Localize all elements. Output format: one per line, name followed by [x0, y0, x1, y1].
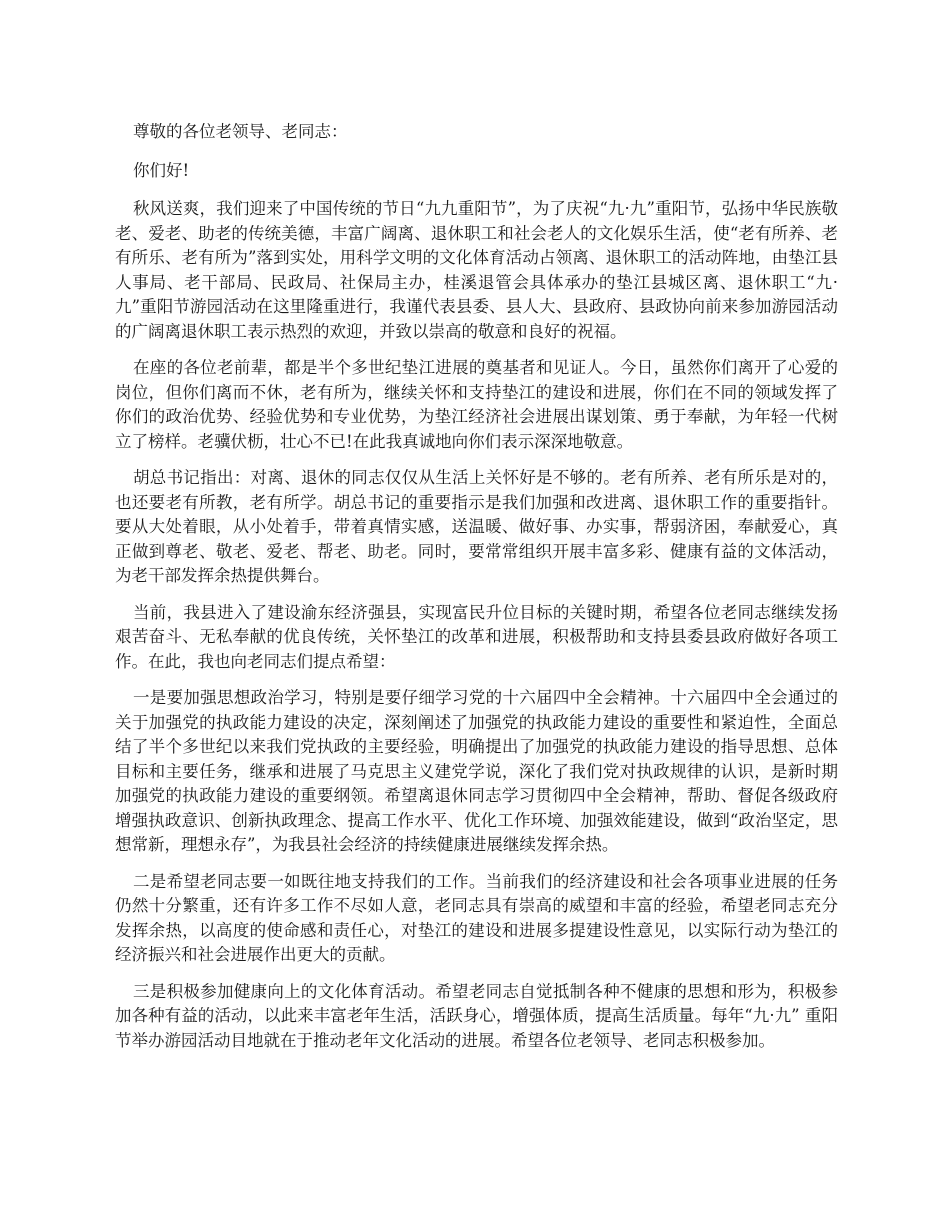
- greeting: 你们好!: [133, 160, 190, 180]
- paragraph-current-situation: 当前，我县进入了建设渝东经济强县，实现富民升位目标的关键时期，希望各位老同志继续发扬艰苦奋斗、无私奉献的优良传统，关怀垫江的改革和进展，积极帮助和支持县委县政府做好各项工作。在此，我也向老同志们提点希望：: [115, 602, 838, 671]
- paragraph-instruction: 胡总书记指出：对离、退休的同志仅仅从生活上关怀好是不够的。老有所养、老有所乐是对的，也还要老有所教，老有所学。胡总书记的重要指示是我们加强和改进离、退休职工作的重要指针。要从大处着眼，从小处着手，带着真情实感，送温暖、做好事、办实事，帮弱济困，奉献爱心，真正做到尊老、敬老、爱老、帮老、助老。同时，要常常组织开展丰富多彩、健康有益的文体活动，为老干部发挥余热提供舞台。: [115, 468, 838, 585]
- document-body: [115, 120, 838, 1065]
- paragraph-opening: 秋风送爽，我们迎来了中国传统的节日“九九重阳节”，为了庆祝“九·九”重阳节，弘扬中华民族敬老、爱老、助老的传统美德，丰富广阔离、退休职工和社会老人的文化娱乐生活，使“老有所养、老有所乐、老有所为”落到实处，用科学文明的文化体育活动占领离、退休职工的活动阵地，由垫江县人事局、老干部局、民政局、社保局主办，桂溪退管会具体承办的垫江县城区离、退休职工“九·九”重阳节游园活动在这里隆重进行，我谨代表县委、县人大、县政府、县政协向前来参加游园活动的广阔离退休职工表示热烈的欢迎，并致以崇高的敬意和良好的祝福。: [115, 199, 838, 341]
- paragraph-tribute: 在座的各位老前辈，都是半个多世纪垫江进展的奠基者和见证人。今日，虽然你们离开了心爱的岗位，但你们离而不休，老有所为，继续关怀和支持垫江的建设和进展，你们在不同的领域发挥了你们的政治优势、经验优势和专业优势，为垫江经济社会进展出谋划策、勇于奉献，为年轻一代树立了榜样。老骥伏枥，壮心不已!在此我真诚地向你们表示深深地敬意。: [115, 358, 838, 451]
- paragraph-hope-one: 一是要加强思想政治学习，特别是要仔细学习党的十六届四中全会精神。十六届四中全会通过的关于加强党的执政能力建设的决定，深刻阐述了加强党的执政能力建设的重要性和紧迫性，全面总结了半个多世纪以来我们党执政的主要经验，明确提出了加强党的执政能力建设的指导思想、总体目标和主要任务，继承和进展了马克思主义建党学说，深化了我们党对执政规律的认识，是新时期加强党的执政能力建设的重要纲领。希望离退休同志学习贯彻四中全会精神，帮助、督促各级政府增强执政意识、创新执政理念、提高工作水平、优化工作环境、加强效能建设，做到“政治坚定，思想常新，理想永存”，为我县社会经济的持续健康进展继续发挥余热。: [115, 688, 838, 854]
- salutation: 尊敬的各位老领导、老同志：: [133, 122, 348, 141]
- paragraph-hope-three: 三是积极参加健康向上的文化体育活动。希望老同志自觉抵制各种不健康的思想和形为，积极参加各种有益的活动，以此来丰富老年生活，活跃身心，增强体质，提高生活质量。每年“九·九” 重阳节举办游园活动目地就在于推动老年文化活动的进展。希望各位老领导、老同志积极参加。: [115, 981, 838, 1050]
- paragraph-hope-two: 二是希望老同志要一如既往地支持我们的工作。当前我们的经济建设和社会各项事业进展的任务仍然十分繁重，还有许多工作不尽如人意，老同志具有崇高的威望和丰富的经验，希望老同志充分发挥余热，以高度的使命感和责任心，对垫江的建设和进展多提建设性意见，以实际行动为垫江的经济振兴和社会进展作出更大的贡献。: [115, 871, 838, 964]
